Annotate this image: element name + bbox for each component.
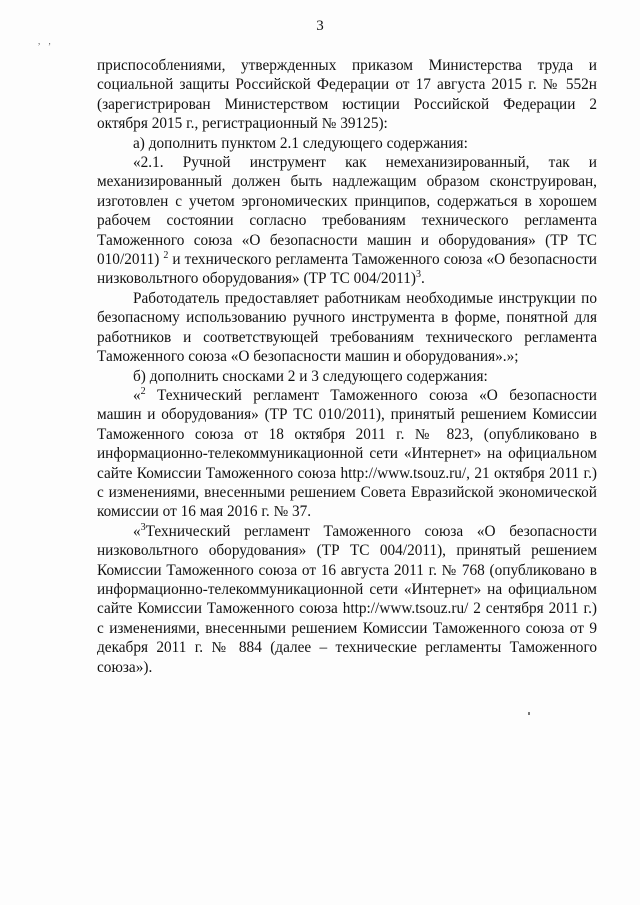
footnote-3-marker: 3 <box>140 521 146 533</box>
paragraph-intro: приспособлениями, утвержденных приказом Министерства труда и социальной защиты Российской Федерации от 17 августа 2015 г. № 552н (зарегистрирован Министерством юстиции Российской Федерации 2 октября 2015 г., регистрационный № 39125): <box>97 57 597 133</box>
document-body <box>97 56 597 677</box>
footnote-2-text: Технический регламент Таможенного союза «О безопасности машин и оборудования» (ТР ТС 010/2011), принятый решением Комиссии Таможенного союза от 18 октября 2011 г. № 823, (опубликовано в информационно-телекоммуникационной сети «Интернет» на официальном сайте Комиссии Таможенного союза http://www.tsouz.ru/, 21 октября 2011 г.) с изменениями, внесенными решением Совета Евразийской экономической комиссии от 16 мая 2016 г. № 37. <box>97 386 597 521</box>
scan-speck <box>528 712 530 715</box>
footnote-3-text: Технический регламент Таможенного союза «О безопасности низковольтного оборудования» (ТР ТС 004/2011), принятый решением Комиссии Таможенного союза от 16 августа 2011 г. № 768 (опубликовано в информационно-телекоммуникационной сети «Интернет» на официальном сайте Комиссии Таможенного союза http://www.tsouz.ru/ 2 сентября 2011 г.) с изменениями, внесенными решением Комиссии Таможенного союза от 9 декабря 2011 г. № 884 (далее – технические регламенты Таможенного союза»). <box>97 522 597 676</box>
footnote-2-quote: « <box>133 386 141 404</box>
scan-mark: , , <box>38 36 54 46</box>
paragraph-item-b: б) дополнить сносками 2 и 3 следующего содержания: <box>133 367 488 385</box>
footnote-3-quote: « <box>133 522 141 540</box>
paragraph-item-a: а) дополнить пунктом 2.1 следующего содержания: <box>133 134 468 152</box>
footnote-ref-2: 2 <box>163 249 169 261</box>
clause-text-part-1: «2.1. Ручной инструмент как немеханизированный, так и механизированный должен быть надлежащим образом сконструирован, изготовлен с учетом эргономических принципов, содержаться в хорошем рабочем состоянии согласно требованиям технического регламента Таможенного союза «О безопасности машин и оборудования» (ТР ТС 010/2011) <box>97 154 597 269</box>
clause-text-part-3: . <box>421 270 425 288</box>
footnote-3 <box>97 522 597 677</box>
footnote-2 <box>97 386 597 522</box>
clause-text-part-2: и технического регламента Таможенного союза «О безопасности низковольтного оборудования» (ТР ТС 004/2011) <box>97 251 597 288</box>
paragraph-clause-2-1 <box>97 153 597 289</box>
footnote-2-marker: 2 <box>140 385 146 397</box>
paragraph-employer-instructions: Работодатель предоставляет работникам необходимые инструкции по безопасному использованию ручного инструмента в форме, понятной для работников и соответствующей требованиям технического регламента Таможенного союза «О безопасности машин и оборудования».»; <box>97 289 597 366</box>
page-number: 3 <box>316 18 324 34</box>
footnote-ref-3: 3 <box>416 269 421 281</box>
